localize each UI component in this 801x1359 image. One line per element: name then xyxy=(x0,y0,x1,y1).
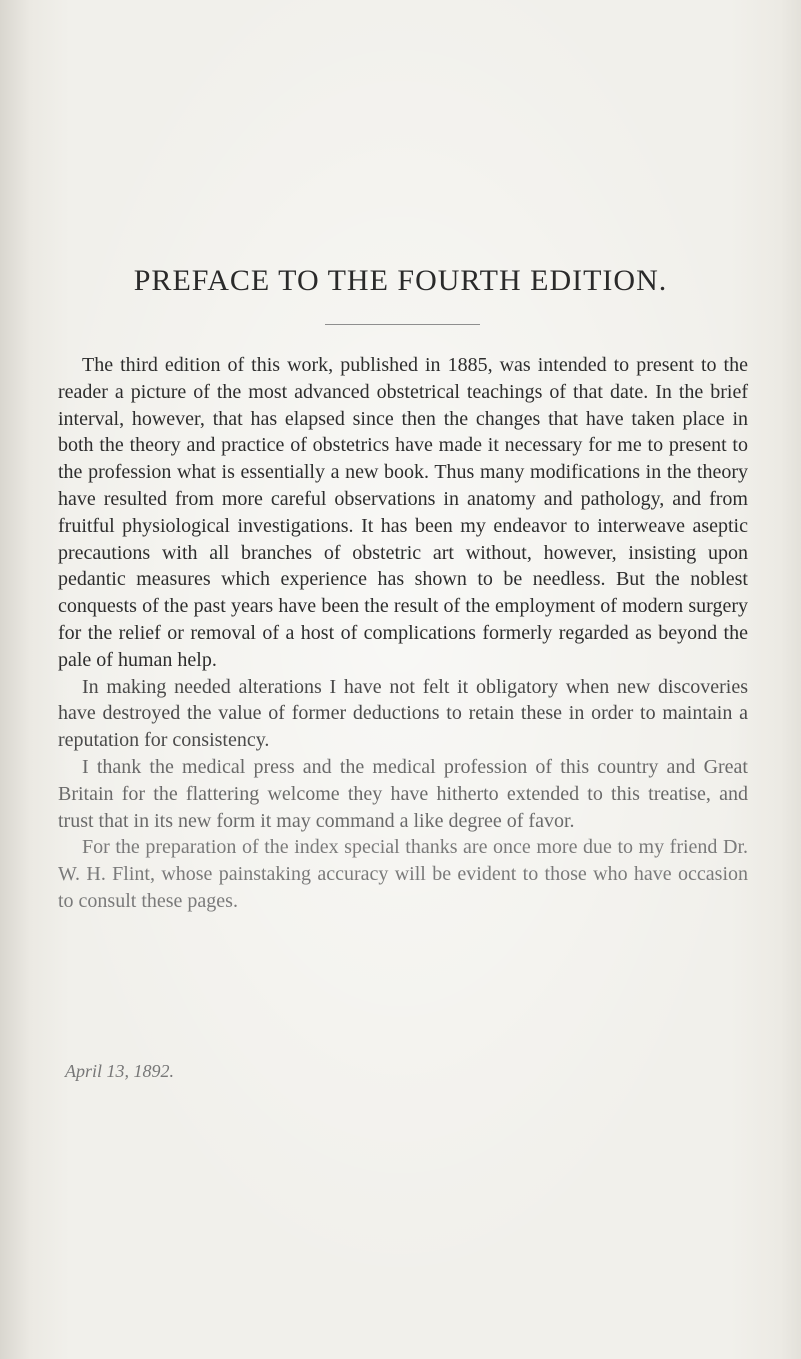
paragraph-1: The third edition of this work, published in 1885, was intended to present to the reader a picture of the most advanced obstetrical teachings of that date. In the brief interval, however, that has elapsed since then the changes that have taken place in both the theory and practice of obstetrics have made it necessary for me to present to the profession what is essentially a new book. Thus many modifications in the theory have resulted from more careful observations in anatomy and pathology, and from fruitful physiological investigations. It has been my endeavor to interweave aseptic precautions with all branches of obstetric art without, however, insisting upon pedantic measures which experience has shown to be needless. But the noblest conquests of the past years have been the result of the employment of modern surgery for the relief or removal of a host of complications formerly regarded as beyond the pale of human help. xyxy=(58,354,748,671)
paragraph-4: For the preparation of the index special thanks are once more due to my friend Dr. W. H. Flint, whose painstaking accuracy will be evident to those who have occasion to consult these pages. xyxy=(58,836,748,912)
preface-body xyxy=(58,352,748,915)
paragraph-3: I thank the medical press and the medical profession of this country and Great Britain for the flattering welcome they have hitherto extended to this treatise, and trust that in its new form it may command a like degree of favor. xyxy=(58,755,748,832)
page-title: PREFACE TO THE FOURTH EDITION. xyxy=(133,264,668,297)
paragraph-2: In making needed alterations I have not felt it obligatory when new discoveries have destroyed the value of former deductions to retain these in order to maintain a reputation for consistency. xyxy=(58,675,748,752)
title-divider xyxy=(325,324,480,325)
preface-date: April 13, 1892. xyxy=(65,1061,175,1081)
